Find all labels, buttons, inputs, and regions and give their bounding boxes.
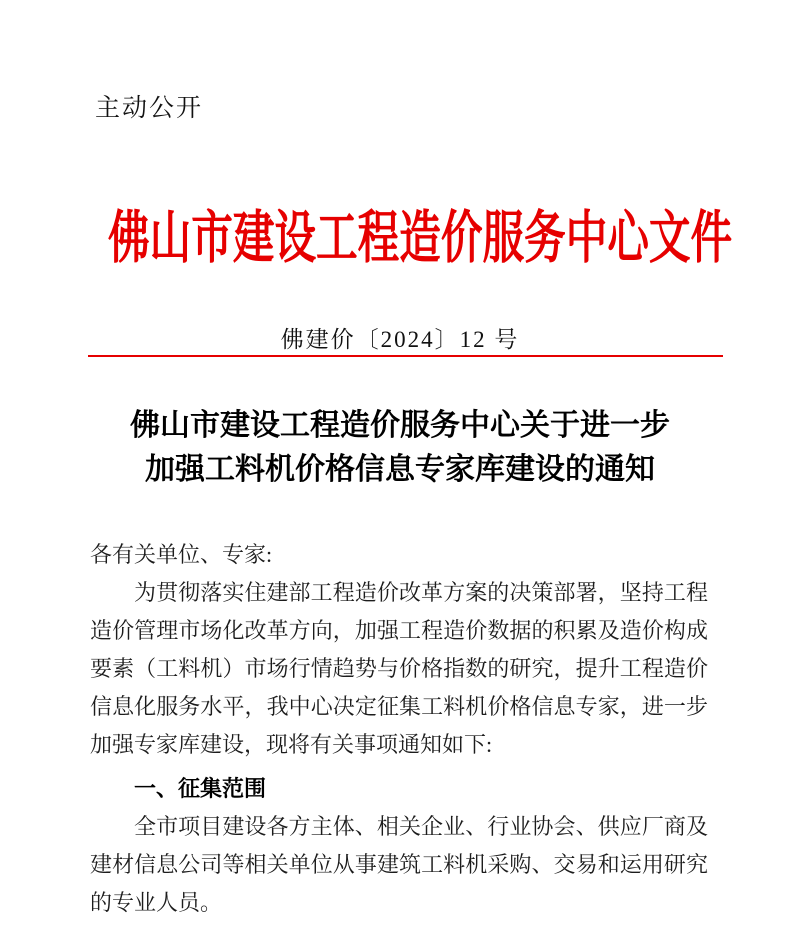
section-1-paragraph: 全市项目建设各方主体、相关企业、行业协会、供应厂商及建材信息公司等相关单位从事建筑工料机采购、交易和运用研究的专业人员。 <box>90 814 708 915</box>
notice-title-line2: 加强工料机价格信息专家库建设的通知 <box>145 453 655 486</box>
section-1-heading: 一、征集范围 <box>134 776 267 801</box>
document-number: 佛建价〔2024〕12 号 <box>280 327 520 352</box>
intro-paragraph: 为贯彻落实住建部工程造价改革方案的决策部署，坚持工程造价管理市场化改革方向，加强工程造价数据的积累及造价构成要素（工料机）市场行情趋势与价格指数的研究，提升工程造价信息化服务水平，我中心决定征集工料机价格信息专家，进一步加强专家库建设，现将有关事项通知如下: <box>90 580 708 757</box>
disclosure-label: 主动公开 <box>95 94 204 122</box>
notice-title <box>0 404 800 492</box>
notice-title-line1: 佛山市建设工程造价服务中心关于进一步 <box>130 409 670 442</box>
salutation: 各有关单位、专家: <box>90 542 273 567</box>
red-divider-line <box>88 355 723 357</box>
document-body <box>90 536 708 922</box>
issuing-org-header-title: 佛山市建设工程造价服务中心文件 <box>108 207 733 270</box>
